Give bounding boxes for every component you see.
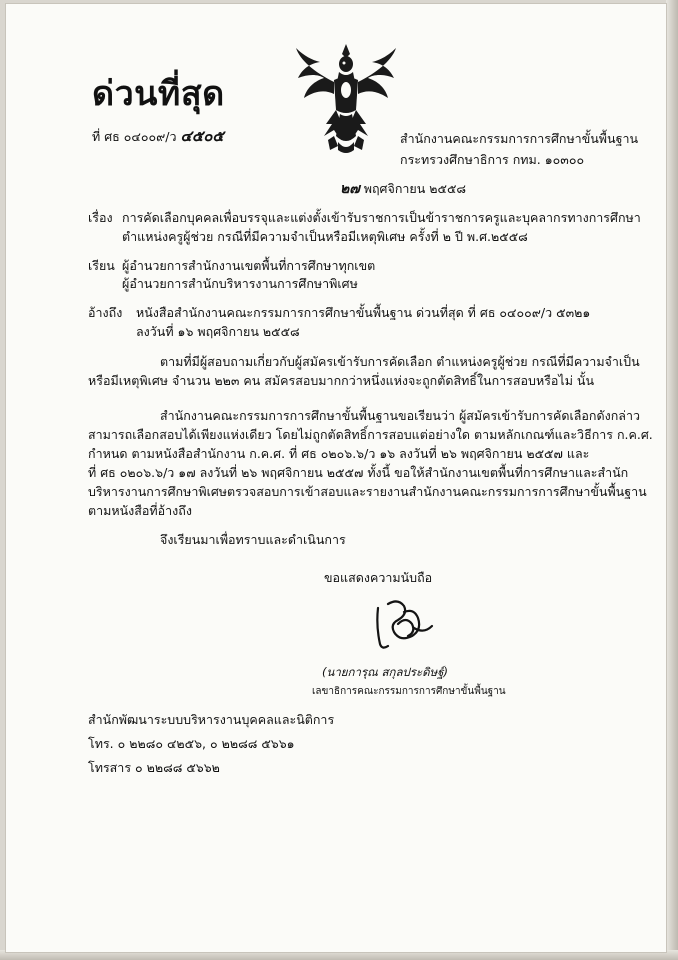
subject-label: เรื่อง [88,210,113,225]
recipient-label: เรียน [88,258,115,273]
paper-edge-right [666,0,678,960]
document-number-prefix: ที่ ศธ ๐๔๐๐๙/ว [92,129,177,144]
signatory-position: เลขาธิการคณะกรรมการการศึกษาขั้นพื้นฐาน [312,686,506,697]
footer-telephone: โทร. ๐ ๒๒๘๐ ๔๒๕๖, ๐ ๒๒๘๘ ๕๖๖๑ [88,736,295,751]
paragraph-2-line: บริหารงานการศึกษาพิเศษตรวจสอบการเข้าสอบและรายงานสำนักงานคณะกรรมการการศึกษาขั้นพื้นฐาน [88,484,647,499]
urgency-heading: ด่วนที่สุด [92,74,225,114]
paragraph-2-line: กำหนด ตามหนังสือสำนักงาน ก.ค.ศ. ที่ ศธ ๐๒๐๖.๖/ว ๑๖ ลงวันที่ ๒๖ พฤศจิกายน ๒๕๕๗ และ [88,446,590,461]
paragraph-2-line: ตามหนังสือที่อ้างถึง [88,503,192,518]
subject-line-2: ตำแหน่งครูผู้ช่วย กรณีที่มีความจำเป็นหรือมีเหตุพิเศษ ครั้งที่ ๒ ปี พ.ศ.๒๕๕๘ [122,229,528,244]
signatory-name: (นายการุณ สกุลประดิษฐ์) [322,665,449,679]
paragraph-2-line: สามารถเลือกสอบได้เพียงแห่งเดียว โดยไม่ถูกตัดสิทธิ์การสอบแต่อย่างใด ตามหลักเกณฑ์และวิธีการ ก.ค.ศ. [88,427,653,442]
document-date [340,181,466,197]
issuing-office: สำนักงานคณะกรรมการการศึกษาขั้นพื้นฐาน [400,131,639,146]
issuing-ministry-address: กระทรวงศึกษาธิการ กทม. ๑๐๓๐๐ [400,152,585,167]
reference-line-1: หนังสือสำนักงานคณะกรรมการการศึกษาขั้นพื้นฐาน ด่วนที่สุด ที่ ศธ ๐๔๐๐๙/ว ๕๓๒๑ [136,305,591,320]
document-number [92,128,224,145]
reference-line-2: ลงวันที่ ๑๖ พฤศจิกายน ๒๕๕๘ [136,324,300,339]
recipient-line-1: ผู้อำนวยการสำนักงานเขตพื้นที่การศึกษาทุกเขต [122,258,376,273]
document-page [6,4,666,952]
paragraph-1-line: ตามที่มีผู้สอบถามเกี่ยวกับผู้สมัครเข้ารับการคัดเลือก ตำแหน่งครูผู้ช่วย กรณีที่มีความจำเป็น [160,354,640,369]
closing-request: จึงเรียนมาเพื่อทราบและดำเนินการ [160,532,346,547]
recipient-line-2: ผู้อำนวยการสำนักบริหารงานการศึกษาพิเศษ [122,276,358,291]
paragraph-2-line: ที่ ศธ ๐๒๐๖.๖/ว ๑๗ ลงวันที่ ๒๖ พฤศจิกายน ๒๕๕๗ ทั้งนี้ ขอให้สำนักงานเขตพื้นที่การศึกษาและสำนัก [88,465,629,480]
body-paragraph-1 [88,352,640,390]
reference-label: อ้างถึง [88,305,123,320]
date-month-year: พฤศจิกายน ๒๕๕๘ [363,181,467,196]
subject-line-1: การคัดเลือกบุคคลเพื่อบรรจุและแต่งตั้งเข้ารับราชการเป็นข้าราชการครูและบุคลากรทางการศึกษา [122,210,641,225]
closing-salutation: ขอแสดงความนับถือ [324,570,433,585]
garuda-emblem-icon [294,42,398,154]
paragraph-2-line: สำนักงานคณะกรรมการการศึกษาขั้นพื้นฐานขอเรียนว่า ผู้สมัครเข้ารับการคัดเลือกดังกล่าว [160,408,640,423]
document-number-handwritten: ๔๕๐๕ [180,127,224,145]
footer-fax: โทรสาร ๐ ๒๒๘๘ ๕๖๖๒ [88,760,220,775]
handwritten-signature [368,594,440,654]
body-paragraph-2 [88,406,653,520]
footer-office: สำนักพัฒนาระบบบริหารงานบุคคลและนิติการ [88,712,335,727]
date-day-handwritten: ๒๗ [340,181,360,197]
paragraph-1-line: หรือมีเหตุพิเศษ จำนวน ๒๒๓ คน สมัครสอบมากกว่าหนึ่งแห่งจะถูกตัดสิทธิ์ในการสอบหรือไม่ นั้น [88,373,595,388]
